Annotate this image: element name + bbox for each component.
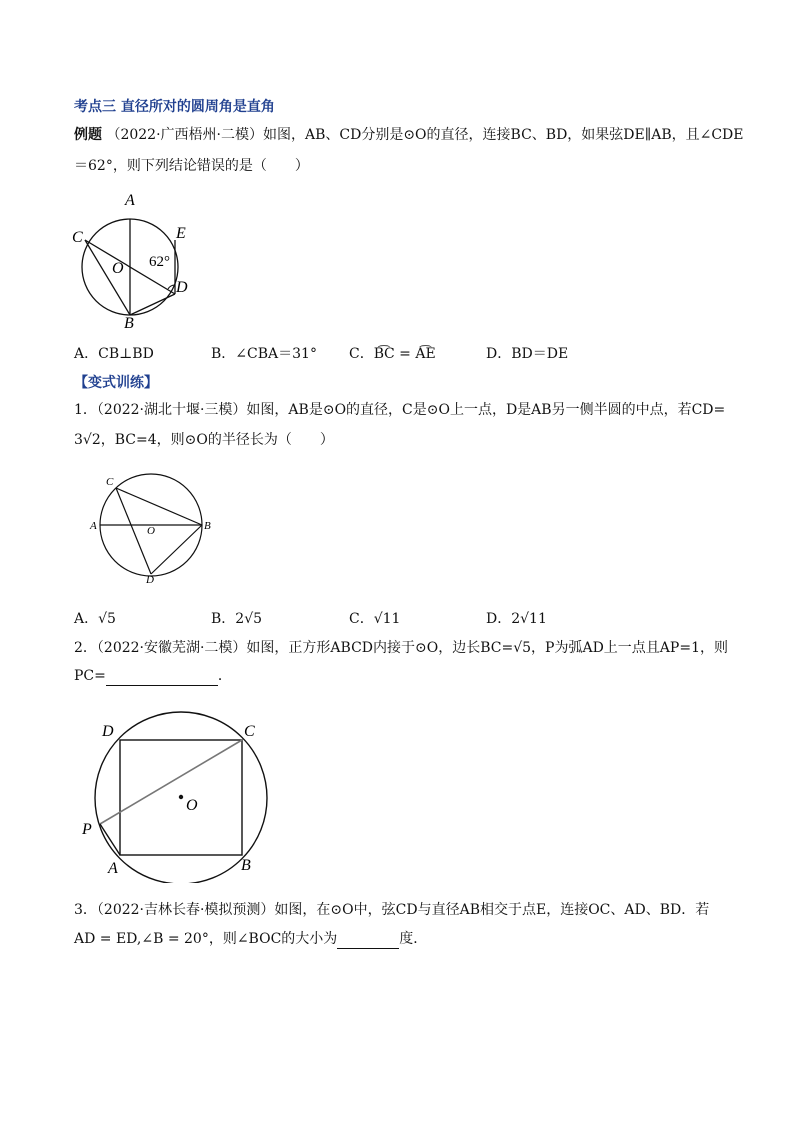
q2-segment-pa <box>100 824 120 855</box>
q3-answer-blank[interactable] <box>337 934 399 949</box>
q1-line-1: 1．（2022·湖北十堰·三模）如图，AB是⊙O的直径，C是⊙O上一点，D是AB另一侧半圆的中点，若CD= <box>74 402 726 418</box>
q2-line-2 <box>74 666 232 686</box>
example-label: 例题 <box>74 127 102 143</box>
q2-segment-pc <box>100 740 242 824</box>
q1-figure <box>86 470 226 590</box>
example-line-2: ＝62°，则下列结论错误的是（ ） <box>74 158 309 174</box>
q1-line-2: 3√2，BC=4，则⊙O的半径长为（ ） <box>74 432 334 448</box>
example-figure <box>60 185 210 335</box>
example-text-1: （2022·广西梧州·二模）如图，AB、CD分别是⊙O的直径，连接BC、BD，如果弦DE∥AB，且∠CDE <box>106 127 744 143</box>
chord-bd <box>130 294 175 315</box>
q1-label-d: D <box>146 574 154 586</box>
q2-answer-blank[interactable] <box>106 671 218 686</box>
q2-line-2-suffix: ． <box>217 668 232 684</box>
label-a: A <box>125 192 135 209</box>
q2-label-p: P <box>82 821 92 838</box>
label-o: O <box>112 260 124 277</box>
label-angle: 62° <box>149 254 170 270</box>
example-option-c: C．B͡C = A͡E <box>349 346 436 362</box>
q2-label-o: O <box>186 797 198 814</box>
q2-label-b: B <box>241 857 251 874</box>
q2-figure <box>78 708 278 883</box>
example-option-d: D．BD＝DE <box>486 346 569 362</box>
example-option-a: A．CB⊥BD <box>74 346 154 362</box>
q3-line-1: 3．（2022·吉林长春·模拟预测）如图，在⊙O中，弦CD与直径AB相交于点E，连接OC、AD、BD．若 <box>74 902 710 918</box>
section-title: 考点三 直径所对的圆周角是直角 <box>74 99 275 115</box>
label-d: D <box>176 279 188 296</box>
example-option-b: B．∠CBA＝31° <box>211 346 317 362</box>
chord-bc <box>85 240 130 315</box>
variant-heading: 【变式训练】 <box>74 375 158 391</box>
q3-line-2-prefix: AD = ED,∠B = 20°，则∠BOC的大小为 <box>74 931 338 947</box>
label-e: E <box>176 225 186 242</box>
q1-option-a: A．√5 <box>74 611 116 627</box>
q1-option-c: C．√11 <box>349 611 401 627</box>
q1-label-a: A <box>90 520 97 532</box>
label-b: B <box>124 315 134 332</box>
label-c: C <box>72 229 83 246</box>
q1-label-o: O <box>147 525 155 537</box>
q2-center-point <box>179 795 183 799</box>
q1-chord-db <box>151 525 202 574</box>
q3-line-2 <box>74 929 427 949</box>
q2-line-1: 2．（2022·安徽芜湖·二模）如图，正方形ABCD内接于⊙O，边长BC=√5，P为弧AD上一点且AP=1，则 <box>74 640 728 656</box>
q1-label-c: C <box>106 476 114 488</box>
example-line-1 <box>74 125 744 145</box>
q2-label-c: C <box>244 723 255 740</box>
q2-label-a: A <box>108 860 118 877</box>
q2-line-2-prefix: PC= <box>74 668 106 684</box>
q1-option-b: B．2√5 <box>211 611 263 627</box>
q1-option-d: D．2√11 <box>486 611 547 627</box>
q3-line-2-suffix: 度． <box>399 931 428 947</box>
q2-label-d: D <box>102 723 114 740</box>
q1-label-b: B <box>204 520 211 532</box>
